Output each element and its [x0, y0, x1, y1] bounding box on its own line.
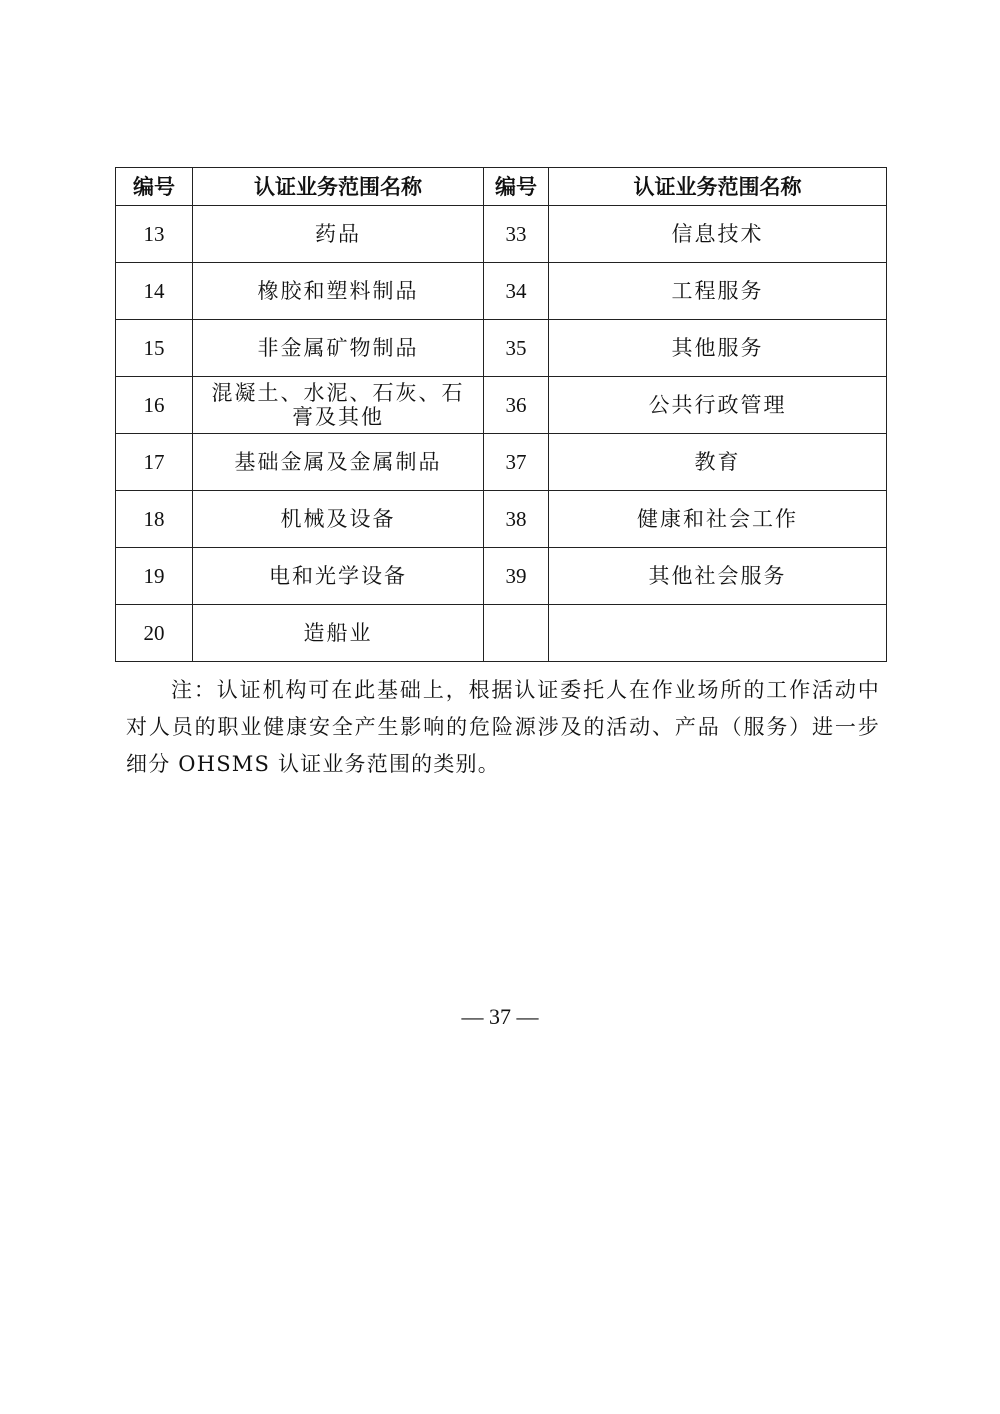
row-number-left: 13	[116, 206, 193, 263]
table-row	[116, 434, 887, 491]
row-number-left: 17	[116, 434, 193, 491]
header-name-left: 认证业务范围名称	[193, 168, 484, 206]
row-number-left: 14	[116, 263, 193, 320]
scope-table	[115, 167, 887, 662]
row-number-right: 37	[484, 434, 549, 491]
row-name-right: 工程服务	[549, 263, 887, 320]
row-name-left: 基础金属及金属制品	[193, 434, 484, 491]
table-row	[116, 263, 887, 320]
table-row	[116, 377, 887, 434]
header-number-left: 编号	[116, 168, 193, 206]
row-name-left: 药品	[193, 206, 484, 263]
row-name-right: 健康和社会工作	[549, 491, 887, 548]
header-name-right: 认证业务范围名称	[549, 168, 887, 206]
table-row	[116, 491, 887, 548]
row-name-right: 其他服务	[549, 320, 887, 377]
row-name-right: 教育	[549, 434, 887, 491]
row-number-right: 34	[484, 263, 549, 320]
row-number-right	[484, 605, 549, 662]
row-number-left: 15	[116, 320, 193, 377]
table-note: 注：认证机构可在此基础上，根据认证委托人在作业场所的工作活动中对人员的职业健康安全产生影响的危险源涉及的活动、产品（服务）进一步细分 OHSMS 认证业务范围的类别。	[126, 678, 880, 776]
row-number-left: 20	[116, 605, 193, 662]
row-name-right: 其他社会服务	[549, 548, 887, 605]
row-number-right: 33	[484, 206, 549, 263]
row-number-right: 39	[484, 548, 549, 605]
row-name-left: 造船业	[193, 605, 484, 662]
row-number-left: 19	[116, 548, 193, 605]
row-number-left: 18	[116, 491, 193, 548]
row-number-right: 36	[484, 377, 549, 434]
table-header-row	[116, 168, 887, 206]
row-name-left: 橡胶和塑料制品	[193, 263, 484, 320]
page-number: — 37 —	[461, 1004, 539, 1029]
header-number-right: 编号	[484, 168, 549, 206]
row-number-right: 38	[484, 491, 549, 548]
row-name-left: 非金属矿物制品	[193, 320, 484, 377]
table-row	[116, 206, 887, 263]
row-name-right	[549, 605, 887, 662]
row-number-left: 16	[116, 377, 193, 434]
row-name-left: 机械及设备	[193, 491, 484, 548]
table-row	[116, 605, 887, 662]
row-name-left: 混凝土、水泥、石灰、石膏及其他	[193, 377, 484, 434]
table-row	[116, 548, 887, 605]
table-row	[116, 320, 887, 377]
row-name-left: 电和光学设备	[193, 548, 484, 605]
row-name-right: 信息技术	[549, 206, 887, 263]
row-number-right: 35	[484, 320, 549, 377]
row-name-right: 公共行政管理	[549, 377, 887, 434]
